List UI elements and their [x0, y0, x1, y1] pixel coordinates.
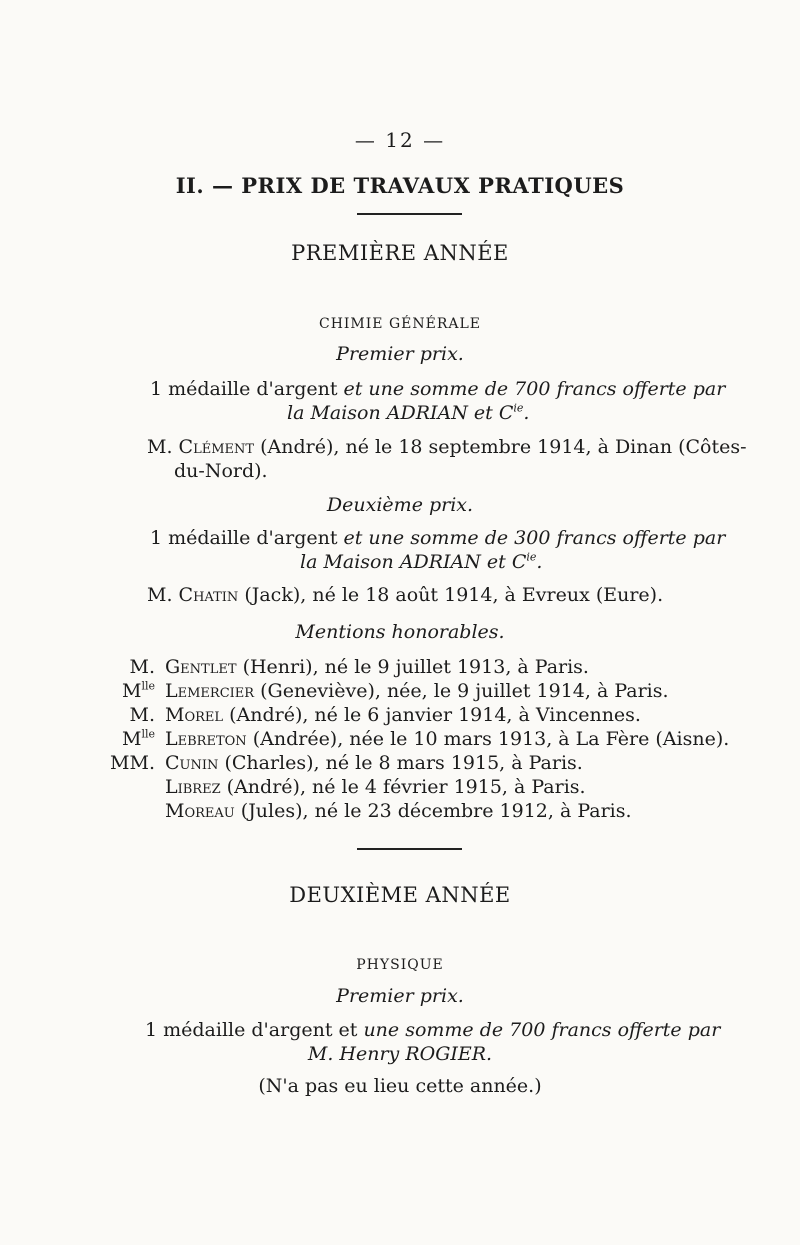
winner-prefix: M. — [147, 584, 173, 606]
award-text: et une somme de 700 francs offerte par — [343, 378, 726, 400]
section-title: II. — PRIX DE TRAVAUX PRATIQUES — [175, 173, 625, 198]
subject-heading: PHYSIQUE — [356, 957, 444, 973]
winner-entry — [147, 584, 663, 606]
mention-details: (André), né le 6 janvier 1914, à Vincennes. — [229, 704, 641, 726]
prize-note: (N'a pas eu lieu cette année.) — [258, 1075, 542, 1097]
winner-prefix: M. — [147, 436, 173, 458]
mention-details: (Henri), né le 9 juillet 1913, à Paris. — [242, 656, 589, 678]
mention-entry — [165, 776, 586, 798]
mention-details: (Jules), né le 23 décembre 1912, à Paris. — [240, 800, 632, 822]
mention-entry — [100, 656, 589, 678]
sponsor-end: . — [523, 402, 530, 424]
prize-sponsor — [287, 402, 529, 424]
divider — [357, 848, 462, 850]
page-number: — 12 — — [354, 128, 446, 152]
year-heading: DEUXIÈME ANNÉE — [289, 883, 511, 907]
mention-prefix: M. — [129, 656, 155, 678]
mentions-label: Mentions honorables. — [295, 621, 505, 643]
mention-entry — [165, 800, 632, 822]
prize-sponsor — [300, 551, 542, 573]
award-text: une somme de 700 francs offerte par — [363, 1019, 721, 1041]
mention-entry — [100, 752, 583, 774]
mention-entry — [100, 728, 729, 750]
mention-entry — [100, 680, 669, 702]
winner-name: Chatin — [178, 584, 239, 606]
mention-name: Cunin — [165, 752, 219, 774]
sponsor-sup: ie — [526, 550, 537, 564]
prize-label: Deuxième prix. — [326, 494, 474, 516]
mention-prefix: M. — [129, 704, 155, 726]
winner-details: (André), né le 18 septembre 1914, à Dinan (Côtes- — [260, 436, 747, 458]
sponsor-text: la Maison ADRIAN et C — [300, 551, 527, 573]
prize-sponsor: M. Henry ROGIER. — [307, 1043, 493, 1065]
mention-name: Lebreton — [165, 728, 247, 750]
award-text: et une somme de 300 francs offerte par — [343, 527, 726, 549]
mention-details: (Andrée), née le 10 mars 1913, à La Fère (Aisne). — [252, 728, 730, 750]
mention-details: (Geneviève), née, le 9 juillet 1914, à Paris. — [260, 680, 669, 702]
divider — [357, 213, 462, 215]
subject-heading: CHIMIE GÉNÉRALE — [318, 316, 482, 332]
mention-details: (André), né le 4 février 1915, à Paris. — [226, 776, 586, 798]
sponsor-text: la Maison ADRIAN et C — [287, 402, 514, 424]
mention-details: (Charles), né le 8 mars 1915, à Paris. — [224, 752, 583, 774]
mention-prefix: $M^{lle}$ — [121, 727, 155, 750]
winner-details-cont: du-Nord). — [174, 460, 268, 482]
winner-name: Clément — [178, 436, 255, 458]
award-text: 1 médaille d'argent — [150, 527, 338, 549]
mention-name: Moreau — [165, 800, 235, 822]
sponsor-sup: ie — [513, 401, 524, 415]
prize-label: Premier prix. — [336, 985, 464, 1007]
prize-description — [150, 527, 725, 549]
mention-prefix: MM. — [110, 752, 155, 774]
mention-prefix: $M^{lle}$ — [121, 679, 155, 702]
mention-name: Librez — [165, 776, 221, 798]
mention-name: Lemercier — [165, 680, 255, 702]
prize-description — [145, 1019, 720, 1041]
mention-name: Gentlet — [165, 656, 237, 678]
mention-name: Morel — [165, 704, 224, 726]
prize-description — [150, 378, 725, 400]
award-text: 1 médaille d'argent et — [145, 1019, 358, 1041]
mention-entry — [100, 704, 641, 726]
winner-entry — [147, 436, 747, 458]
sponsor-end: . — [536, 551, 543, 573]
prize-label: Premier prix. — [336, 343, 464, 365]
winner-details: (Jack), né le 18 août 1914, à Evreux (Eure). — [244, 584, 664, 606]
award-text: 1 médaille d'argent — [150, 378, 338, 400]
year-heading: PREMIÈRE ANNÉE — [291, 241, 509, 265]
